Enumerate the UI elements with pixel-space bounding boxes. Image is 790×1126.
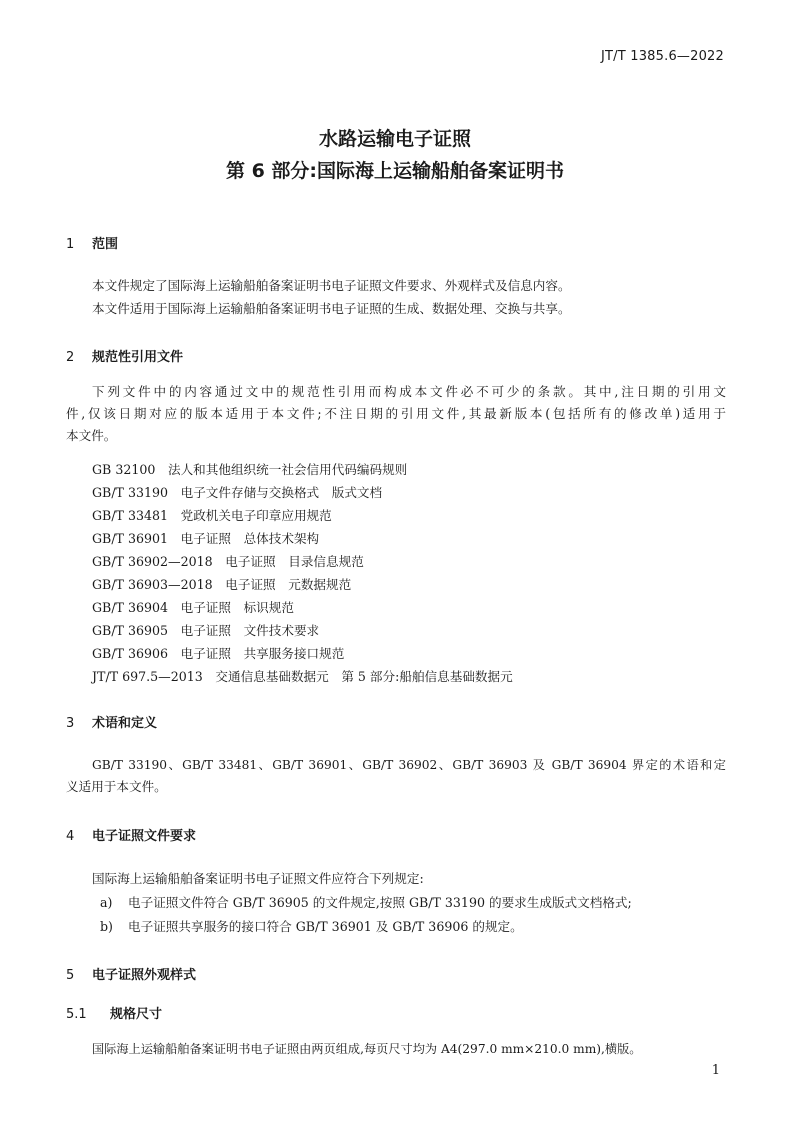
reference-item: GB/T 36904 电子证照 标识规范 [92,600,294,615]
reference-item: GB/T 36901 电子证照 总体技术架构 [92,531,320,546]
list-item [100,892,632,911]
subsection-number: 5.1 [66,1007,87,1022]
reference-item: GB/T 36905 电子证照 文件技术要求 [92,623,320,638]
section-1-heading [66,233,118,252]
reference-item: JT/T 697.5—2013 交通信息基础数据元 第 5 部分:船舶信息基础数据元 [92,669,513,684]
section-title: 术语和定义 [92,716,158,731]
section-title: 电子证照外观样式 [92,968,197,983]
document-subtitle: 第 6 部分:国际海上运输船舶备案证明书 [225,160,565,182]
section-4-heading [66,825,196,844]
list-item-text: 电子证照共享服务的接口符合 GB/T 36901 及 GB/T 36906 的规定。 [128,919,523,934]
paragraph: 本文件适用于国际海上运输船舶备案证明书电子证照的生成、数据处理、交换与共享。 [92,301,571,316]
paragraph: 义适用于本文件。 [66,779,167,794]
paragraph: 本文件。 [66,428,117,443]
section-title: 电子证照文件要求 [92,829,197,844]
reference-item: GB/T 33190 电子文件存储与交换格式 版式文档 [92,485,383,500]
section-number: 3 [66,716,75,731]
section-5-heading [66,964,196,983]
list-marker: b) [100,919,113,934]
section-2-heading [66,346,183,365]
section-title: 范围 [92,237,119,252]
reference-item: GB 32100 法人和其他组织统一社会信用代码编码规则 [92,462,408,477]
list-item-text: 电子证照文件符合 GB/T 36905 的文件规定,按照 GB/T 33190 的要求生成版式文档格式; [128,895,632,910]
list-marker: a) [100,895,113,910]
section-number: 2 [66,350,75,365]
section-title: 规范性引用文件 [92,350,184,365]
document-title: 水路运输电子证照 [318,128,471,150]
reference-item: GB/T 36906 电子证照 共享服务接口规范 [92,646,345,661]
reference-item: GB/T 36902—2018 电子证照 目录信息规范 [92,554,364,569]
paragraph: 国际海上运输船舶备案证明书电子证照由两页组成,每页尺寸均为 A4(297.0 mm×210.0 mm),横版。 [92,1042,642,1056]
section-3-heading [66,712,157,731]
subsection-5-1-heading [66,1003,162,1022]
subsection-title: 规格尺寸 [110,1007,163,1022]
paragraph: 件,仅该日期对应的版本适用于本文件;不注日期的引用文件,其最新版本(包括所有的修改单)适用于 [66,406,726,421]
document-code: JT/T 1385.6—2022 [601,49,724,64]
paragraph: 国际海上运输船舶备案证明书电子证照文件应符合下列规定: [92,871,424,886]
paragraph: GB/T 33190、GB/T 33481、GB/T 36901、GB/T 36902、GB/T 36903 及 GB/T 36904 界定的术语和定 [92,758,726,772]
paragraph: 下列文件中的内容通过文中的规范性引用而构成本文件必不可少的条款。其中,注日期的引用文 [92,384,726,399]
page-number: 1 [711,1063,720,1078]
section-number: 5 [66,968,75,983]
paragraph: 本文件规定了国际海上运输船舶备案证明书电子证照文件要求、外观样式及信息内容。 [92,278,571,293]
reference-item: GB/T 36903—2018 电子证照 元数据规范 [92,577,352,592]
reference-item: GB/T 33481 党政机关电子印章应用规范 [92,508,332,523]
section-number: 4 [66,829,75,844]
section-number: 1 [66,237,75,252]
list-item [100,916,523,935]
